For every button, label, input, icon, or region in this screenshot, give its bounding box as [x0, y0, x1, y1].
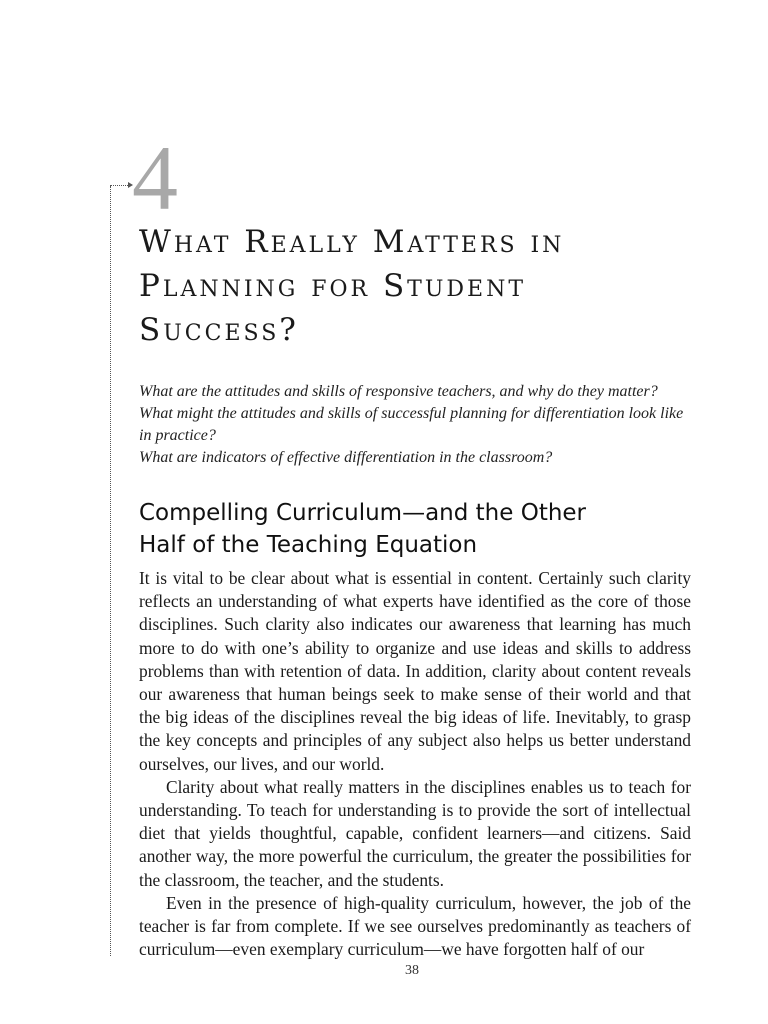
chapter-title-line: What Really Matters in	[139, 224, 565, 260]
chapter-title-line: Planning for Student	[139, 268, 527, 304]
guiding-questions	[139, 381, 699, 469]
body-text	[139, 567, 691, 961]
chapter-number: 4	[132, 127, 178, 229]
body-paragraph: It is vital to be clear about what is essential in content. Certainly such clarity reflects an understanding of what experts have identified as the core of those disciplines. Such clarity also indicates our awareness that learning has much more to do with one’s ability to organize and use ideas and skills to address problems than with retention of data. In addition, clarity about content reveals our awareness that human beings seek to make sense of their world and that the big ideas of the disciplines reveal the big ideas of life. Inevitably, to grasp the key concepts and principles of any subject also helps us better understand ourselves, our lives, and our world.	[139, 568, 691, 774]
guiding-question: What are the attitudes and skills of responsive teachers, and why do they matter?	[139, 383, 658, 400]
guiding-question: What might the attitudes and skills of successful planning for differentiation look like in practice?	[139, 405, 684, 444]
page-number: 38	[405, 963, 419, 978]
guiding-question: What are indicators of effective differentiation in the classroom?	[139, 449, 553, 466]
body-paragraph: Clarity about what really matters in the disciplines enables us to teach for understanding. To teach for understanding is to provide the sort of intellectual diet that yields thoughtful, capable, confident learners—and citizens. Said another way, the more powerful the curriculum, the greater the possibilities for the classroom, the teacher, and the students.	[139, 776, 691, 890]
section-heading	[139, 497, 699, 561]
chapter-title	[139, 220, 739, 352]
margin-dotted-rule	[110, 186, 111, 956]
body-paragraph: Even in the presence of high-quality curriculum, however, the job of the teacher is far from complete. If we see ourselves predominantly as teachers of curriculum—even exemplary curriculum—we have forgotten half of our	[139, 892, 691, 960]
margin-dotted-connector	[110, 185, 130, 186]
section-heading-line: Compelling Curriculum—and the Other	[139, 500, 587, 526]
section-heading-line: Half of the Teaching Equation	[139, 532, 478, 558]
chapter-title-line: Success?	[139, 312, 299, 348]
